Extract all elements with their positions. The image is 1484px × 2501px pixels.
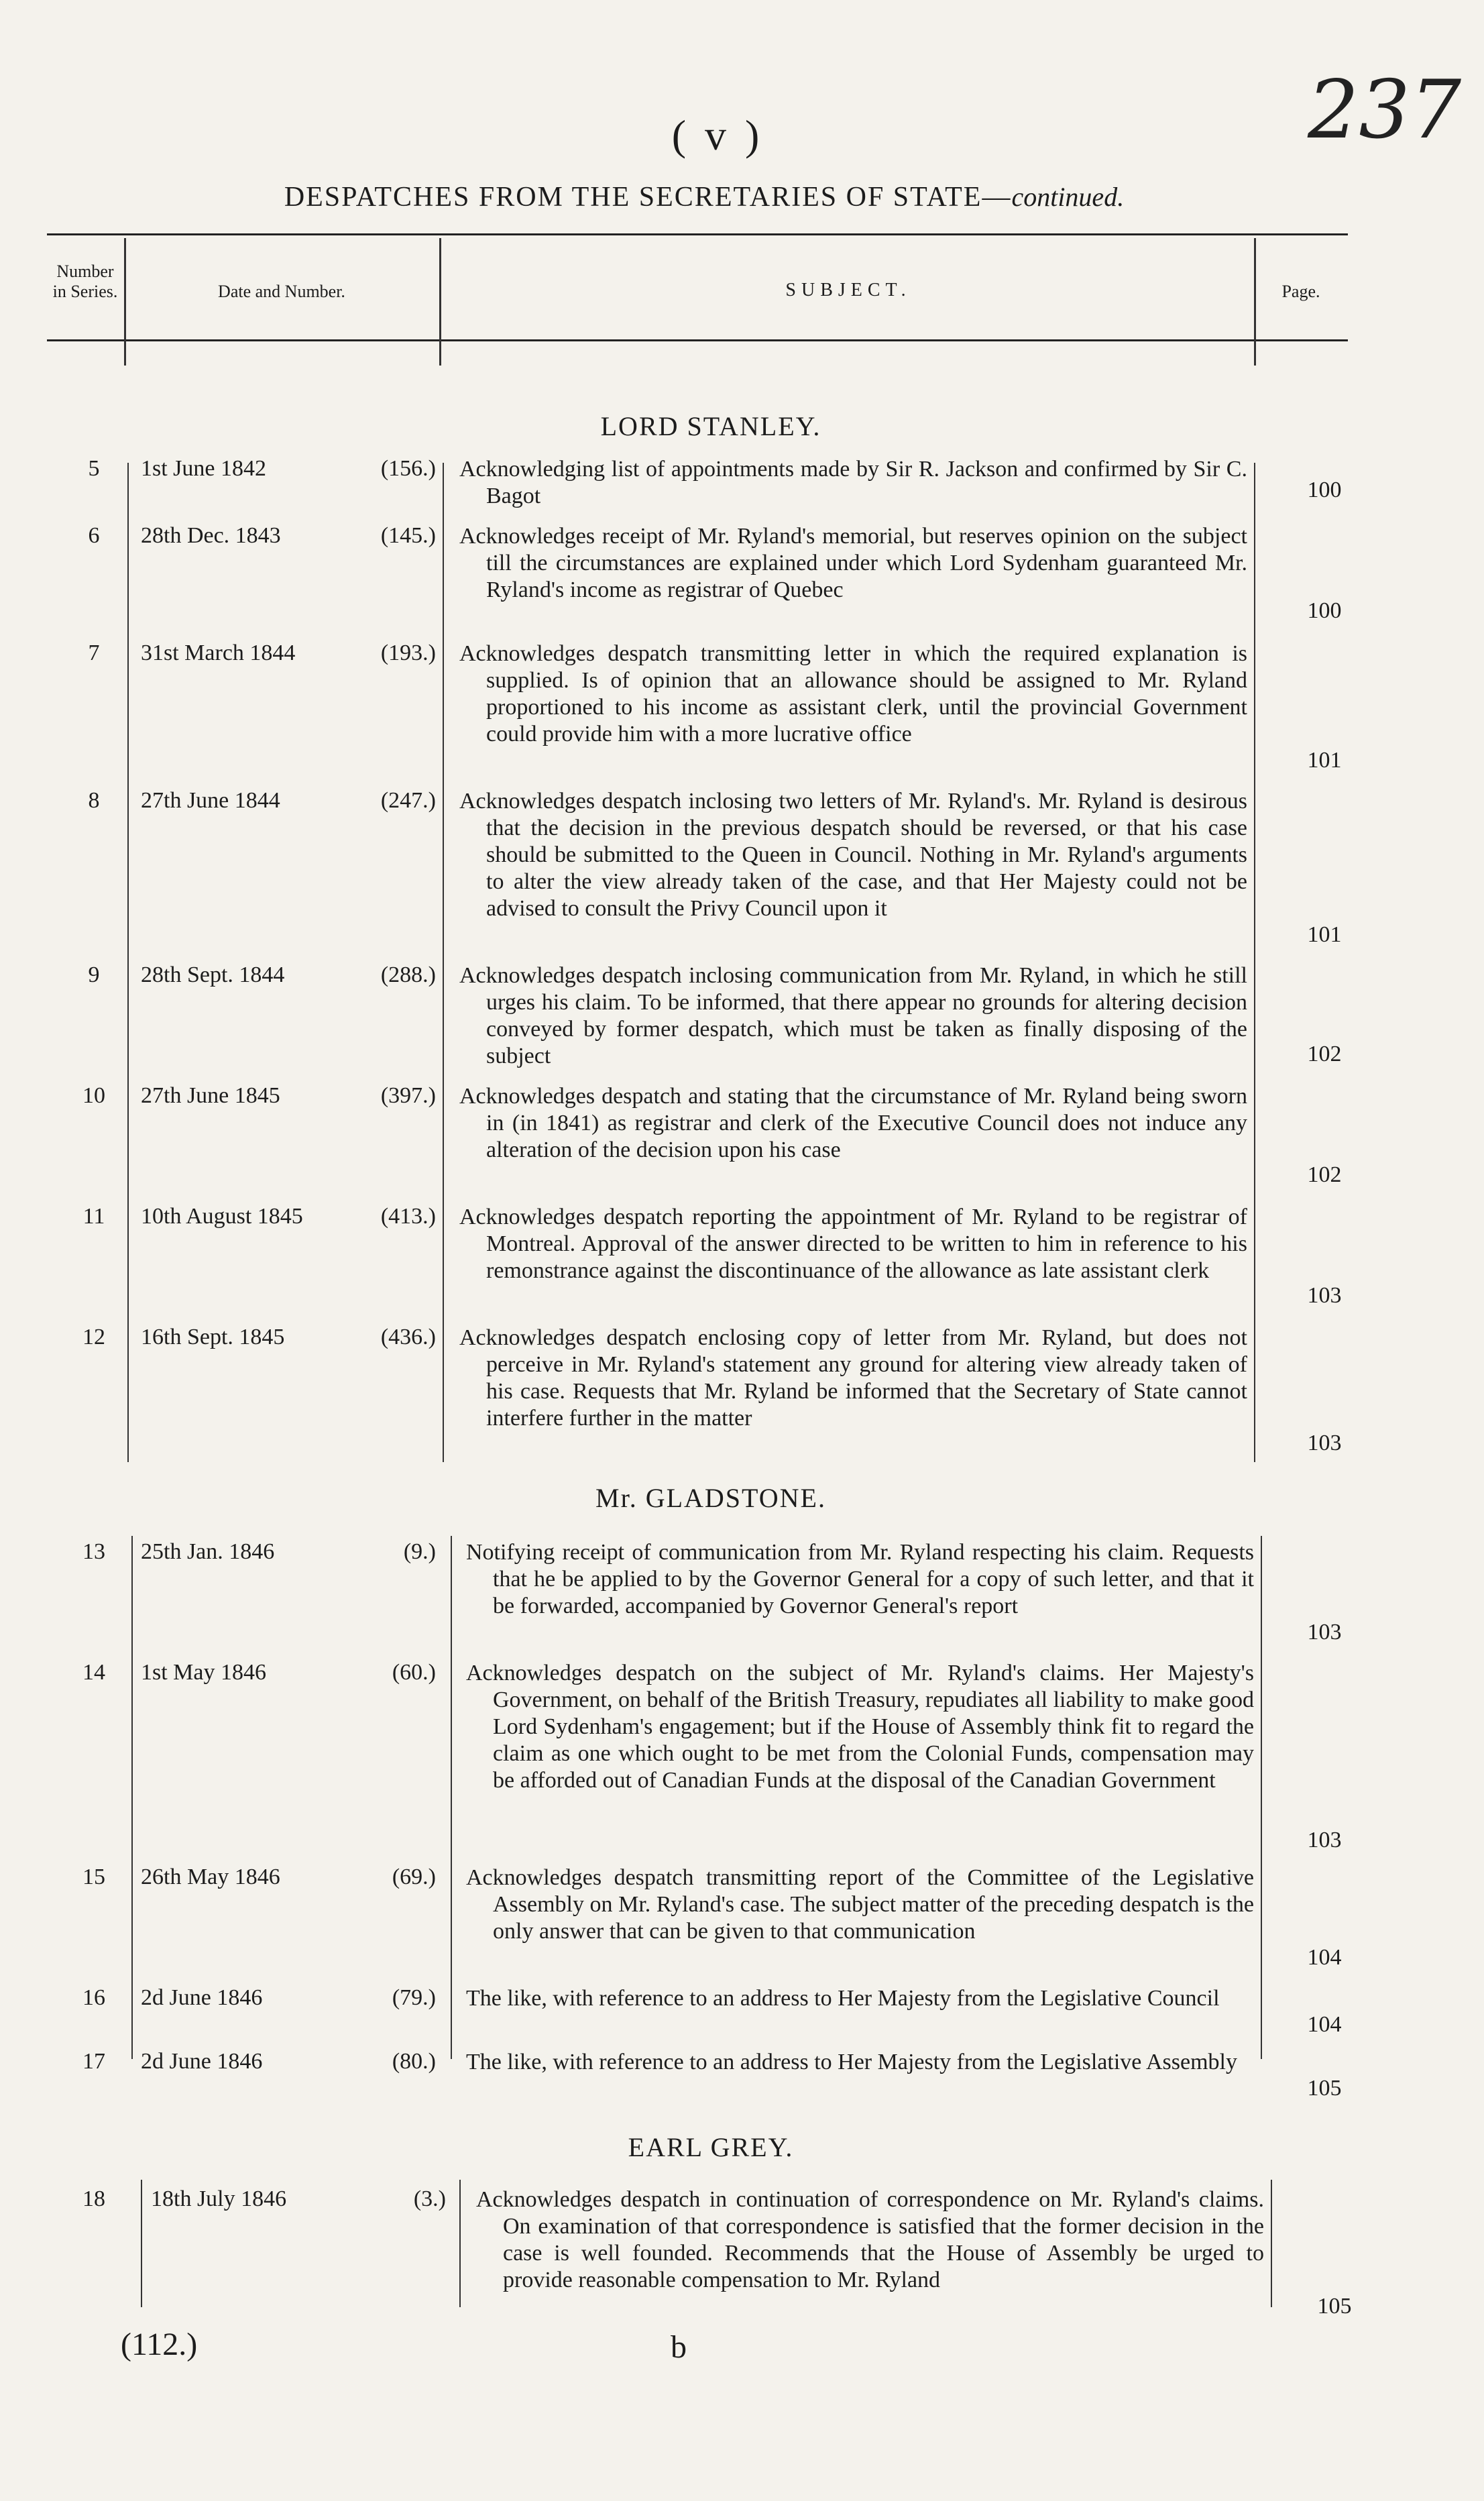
col-header-page: Page.: [1281, 282, 1320, 301]
body-divider-5: [451, 1536, 452, 2059]
despatch-date-text: 18th July 1846: [151, 2186, 287, 2211]
section-title: Mr. GLADSTONE.: [595, 1483, 826, 1513]
despatch-subject: [459, 1083, 1247, 1164]
despatch-number: (60.): [392, 1660, 436, 1685]
despatch-date-text: 27th June 1844: [141, 788, 280, 813]
despatch-date: [141, 456, 436, 482]
despatch-subject: [459, 1325, 1247, 1432]
col-header-number: Number in Series.: [52, 262, 118, 301]
series-number: 13: [82, 1539, 105, 1564]
body-divider-4: [131, 1536, 133, 2059]
col-header-subject: SUBJECT.: [785, 280, 911, 300]
despatch-number: (288.): [380, 962, 436, 987]
subject-text: Acknowledges despatch enclosing copy of letter from Mr. Ryland, but does not perceive in Mr. Ryland's statement any ground for altering view already taken of his case. Requests that Mr. Ryland be informed that the Secretary of State cannot interfere further in the matter: [459, 1325, 1247, 1431]
body-divider-2: [443, 463, 444, 1462]
page-heading: [201, 181, 1207, 213]
body-divider-3: [1254, 463, 1255, 1462]
despatch-number: (193.): [380, 641, 436, 665]
subject-text: The like, with reference to an address to Her Majesty from the Legislative Assembly: [466, 2050, 1237, 2074]
despatch-date-text: 10th August 1845: [141, 1204, 303, 1229]
series-number: 8: [88, 788, 100, 813]
despatch-date: [141, 2049, 436, 2074]
despatch-number: (145.): [380, 523, 436, 548]
series-number: 14: [82, 1660, 105, 1685]
signature-mark: b: [671, 2329, 687, 2365]
series-number: 12: [82, 1325, 105, 1349]
subject-text: Acknowledges despatch inclosing communication from Mr. Ryland, in which he still urges his claim. To be informed, that there appear no grounds for altering decision conveyed by former despatch, which must be taken as finally disposing of the subject: [459, 963, 1247, 1068]
despatch-date: [141, 641, 436, 666]
series-number: 9: [88, 962, 100, 987]
despatch-date-text: 28th Dec. 1843: [141, 523, 281, 548]
subject-text: The like, with reference to an address to Her Majesty from the Legislative Council: [466, 1986, 1220, 2011]
series-number: 17: [82, 2049, 105, 2074]
body-divider-6: [1261, 1536, 1262, 2059]
despatch-number: (3.): [413, 2186, 446, 2211]
despatch-date-text: 1st May 1846: [141, 1660, 266, 1685]
subject-text: Acknowledging list of appointments made by Sir R. Jackson and confirmed by Sir C. Bagot: [459, 457, 1247, 508]
subject-text: Acknowledges despatch transmitting letter in which the required explanation is supplied. Is of opinion that an allowance should be assigned to Mr. Ryland proportioned to his income as assistant clerk, until the provincial Government could provide him with a more lucrative office: [459, 641, 1247, 746]
despatch-number: (397.): [380, 1083, 436, 1108]
despatch-subject: [459, 523, 1247, 604]
page-reference: 101: [1307, 748, 1342, 773]
page-reference: 100: [1307, 598, 1342, 623]
despatch-subject: [466, 1985, 1254, 2012]
despatch-number: (9.): [403, 1539, 436, 1564]
despatch-number: (79.): [392, 1985, 436, 2010]
despatch-date: [141, 1660, 436, 1685]
col-divider-3: [1254, 238, 1256, 366]
page-reference: 105: [1307, 2076, 1342, 2101]
despatch-date: [141, 1539, 436, 1565]
page-reference: 105: [1317, 2294, 1352, 2319]
page-reference: 102: [1307, 1042, 1342, 1066]
despatch-date: [141, 788, 436, 814]
despatch-date-text: 28th Sept. 1844: [141, 962, 285, 987]
despatch-number: (156.): [380, 456, 436, 481]
subject-text: Acknowledges despatch transmitting report of the Committee of the Legislative Assembly on Mr. Ryland's case. The subject matter of the preceding despatch is the only answer that can be given to that communication: [466, 1865, 1254, 1944]
body-divider-9: [1271, 2180, 1272, 2307]
col-header-date: Date and Number.: [218, 282, 345, 301]
page-reference: 102: [1307, 1162, 1342, 1187]
header-top-rule: [47, 233, 1348, 235]
series-number: 15: [82, 1865, 105, 1889]
section-title: LORD STANLEY.: [600, 411, 821, 441]
subject-text: Notifying receipt of communication from Mr. Ryland respecting his claim. Requests that he be applied to by the Governor General for a copy of such letter, and that it be forwarded, accompanied by Governor General's report: [466, 1540, 1254, 1618]
subject-text: Acknowledges despatch and stating that the circumstance of Mr. Ryland being sworn in (in 1841) as registrar and clerk of the Executive Council does not induce any alteration of the decision upon his case: [459, 1084, 1247, 1162]
subject-text: Acknowledges despatch on the subject of Mr. Ryland's claims. Her Majesty's Government, on behalf of the British Treasury, repudiates all liability to make good Lord Sydenham's engagement; but if the House of Assembly think fit to regard the claim as one which ought to be met from the Colonial Funds, compensation may be afforded out of Canadian Funds at the disposal of the Canadian Government: [466, 1661, 1254, 1793]
page-reference: 103: [1307, 1620, 1342, 1645]
page-reference: 104: [1307, 1945, 1342, 1970]
despatch-date-text: 2d June 1846: [141, 2049, 263, 2074]
heading-main: DESPATCHES FROM THE SECRETARIES OF STATE—: [284, 182, 1012, 213]
despatch-date-text: 16th Sept. 1845: [141, 1325, 285, 1349]
despatch-number: (413.): [380, 1204, 436, 1229]
series-number: 7: [88, 641, 100, 665]
despatch-date-text: 27th June 1845: [141, 1083, 280, 1108]
page-reference: 101: [1307, 922, 1342, 947]
despatch-subject: [466, 2049, 1254, 2076]
despatch-subject: [466, 1660, 1254, 1794]
despatch-date: [141, 962, 436, 988]
despatch-subject: [459, 962, 1247, 1070]
despatch-date: [141, 1083, 436, 1109]
heading-continued: continued.: [1011, 182, 1125, 212]
despatch-date: [141, 523, 436, 549]
handwritten-folio-number: 237: [1308, 64, 1462, 157]
subject-text: Acknowledges receipt of Mr. Ryland's memorial, but reserves opinion on the subject till the circumstances are explained under which Lord Sydenham guaranteed Mr. Ryland's income as registrar of Quebec: [459, 524, 1247, 602]
series-number: 11: [82, 1204, 105, 1229]
print-number: (112.): [121, 2327, 198, 2362]
despatch-subject: [466, 1865, 1254, 1945]
page-reference: 103: [1307, 1283, 1342, 1308]
header-bottom-rule: [47, 339, 1348, 341]
despatch-subject: [459, 456, 1247, 510]
despatch-subject: [459, 1204, 1247, 1284]
page-marker: ( v ): [671, 111, 764, 159]
series-number: 5: [88, 456, 100, 481]
despatch-date-text: 26th May 1846: [141, 1865, 280, 1889]
despatch-date: [141, 1204, 436, 1229]
despatch-subject: [459, 788, 1247, 922]
despatch-number: (247.): [380, 788, 436, 813]
despatch-date-text: 25th Jan. 1846: [141, 1539, 275, 1564]
despatch-number: (436.): [380, 1325, 436, 1349]
despatch-date-text: 31st March 1844: [141, 641, 296, 665]
despatch-subject: [476, 2186, 1264, 2294]
despatch-subject: [466, 1539, 1254, 1620]
despatch-date: [151, 2186, 446, 2212]
col-divider-1: [124, 238, 126, 366]
series-number: 16: [82, 1985, 105, 2010]
col-divider-2: [439, 238, 441, 366]
despatch-subject: [459, 641, 1247, 748]
subject-text: Acknowledges despatch inclosing two letters of Mr. Ryland's. Mr. Ryland is desirous that the decision in the previous despatch should be reversed, or that his case should be submitted to the Queen in Council. Nothing in Mr. Ryland's arguments to alter the view already taken of the case, and that Her Majesty could not be advised to consult the Privy Council upon it: [459, 789, 1247, 921]
page-reference: 104: [1307, 2012, 1342, 2037]
series-number: 18: [82, 2186, 105, 2211]
despatch-number: (69.): [392, 1865, 436, 1889]
series-number: 10: [82, 1083, 105, 1108]
page-reference: 100: [1307, 478, 1342, 502]
despatch-number: (80.): [392, 2049, 436, 2074]
despatch-date: [141, 1325, 436, 1350]
page-reference: 103: [1307, 1828, 1342, 1852]
section-title: EARL GREY.: [628, 2132, 794, 2162]
despatch-date: [141, 1865, 436, 1890]
page-reference: 103: [1307, 1431, 1342, 1455]
despatch-date: [141, 1985, 436, 2011]
series-number: 6: [88, 523, 100, 548]
body-divider-8: [459, 2180, 461, 2307]
despatch-date-text: 2d June 1846: [141, 1985, 263, 2010]
subject-text: Acknowledges despatch reporting the appointment of Mr. Ryland to be registrar of Montreal. Approval of the answer directed to be written to him in reference to his remonstrance against the discontinuance of the allowance as late assistant clerk: [459, 1205, 1247, 1283]
despatch-date-text: 1st June 1842: [141, 456, 266, 481]
subject-text: Acknowledges despatch in continuation of correspondence on Mr. Ryland's claims. On examination of that correspondence is satisfied that the former decision in the case is well founded. Recommends that the House of Assembly be urged to provide reasonable compensation to Mr. Ryland: [476, 2187, 1264, 2292]
